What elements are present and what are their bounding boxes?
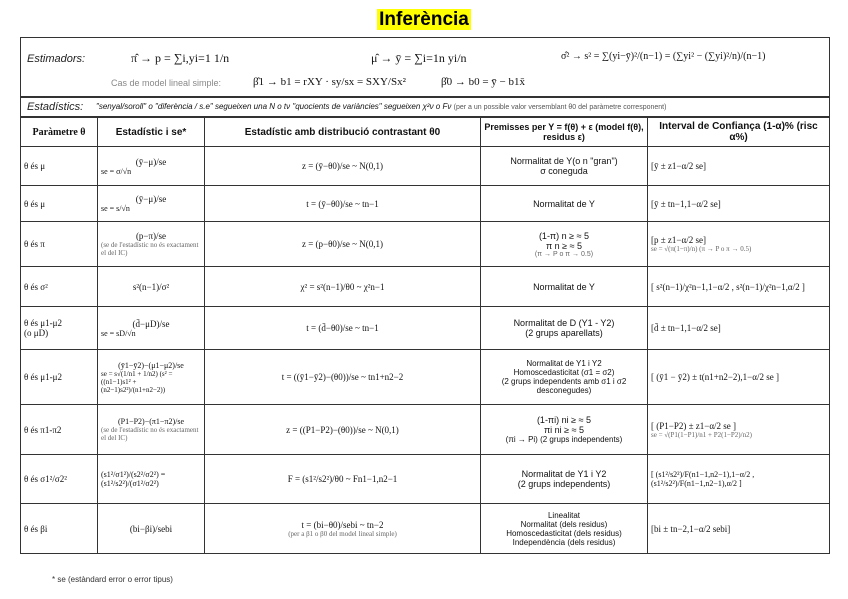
premises-cell: Normalitat de Y(o n "gran") σ coneguda: [481, 147, 648, 186]
table-row: [21, 267, 830, 307]
premises-cell: Normalitat de Y: [481, 186, 648, 222]
estimator-sigma: σ̂² → s² = ∑(yi−ȳ)²/(n−1) = (∑yi² − (∑yi)²/n)/(n−1): [561, 51, 766, 62]
premises-cell: Normalitat de Y: [481, 267, 648, 307]
param-cell: θ és μ1-μ2: [21, 350, 98, 405]
estimator-pi: π̂ → p = ∑i,yi=1 1/n: [131, 51, 230, 65]
table-row: [21, 504, 830, 554]
estimators-label: Estimadors:: [27, 53, 86, 65]
stat-cell: (d̄−μD)/se se = sD/√n: [98, 307, 205, 350]
premises-cell: Normalitat de Y1 i Y2 (2 grups independents): [481, 455, 648, 504]
dist-cell: F = (s1²/s2²)/θ0 ~ Fn1−1,n2−1: [205, 455, 481, 504]
param-cell: θ és βi: [21, 504, 98, 554]
model-note: Cas de model lineal simple:: [111, 78, 222, 88]
ci-cell: [p ± z1−α/2 se] se = √(π(1−π)/n) (π → P o π → 0.5): [648, 222, 830, 267]
premises-cell: Linealitat Normalitat (dels residus) Homoscedasticitat (dels residus) Independència (dels residus): [481, 504, 648, 554]
ci-cell: [ (s1²/s2²)/F(n1−1,n2−1),1−α/2 , (s1²/s2²)/F(n1−1,n2−1),α/2 ]: [648, 455, 830, 504]
stat-cell: (ȳ1−ȳ2)−(μ1−μ2)/se se = s√(1/n1 + 1/n2) (s² = ((n1−1)s1² + (n2−1)s2²)/(n1+n2−2)): [98, 350, 205, 405]
premises-cell: (1-π) n ≥ ≈ 5 π n ≥ ≈ 5 (π → P o π → 0.5): [481, 222, 648, 267]
dist-cell: t = ((ȳ1−ȳ2)−(θ0))/se ~ tn1+n2−2: [205, 350, 481, 405]
table-header-row: [21, 118, 830, 147]
footnote: * se (estàndard error o error tipus): [52, 575, 173, 584]
param-cell: θ és σ²: [21, 267, 98, 307]
param-cell: θ és σ1²/σ2²: [21, 455, 98, 504]
dist-cell: t = (d̄−θ0)/se ~ tn−1: [205, 307, 481, 350]
dist-cell: t = (ȳ−θ0)/se ~ tn−1: [205, 186, 481, 222]
statistics-panel: [20, 97, 830, 117]
ci-cell: [d̄ ± tn−1,1−α/2 se]: [648, 307, 830, 350]
ci-cell: [ȳ ± tn−1,1−α/2 se]: [648, 186, 830, 222]
param-cell: θ és μ: [21, 186, 98, 222]
param-cell: θ és π1-π2: [21, 405, 98, 455]
stat-cell: s²(n−1)/σ²: [98, 267, 205, 307]
dist-cell: z = (p−θ0)/se ~ N(0,1): [205, 222, 481, 267]
ci-cell: [bi ± tn−2,1−α/2 sebi]: [648, 504, 830, 554]
inference-table: [20, 117, 830, 554]
stat-cell: (P1−P2)−(π1−π2)/se (se de l'estadístic no és exactament el del IC): [98, 405, 205, 455]
col-ci: Interval de Confiança (1-α)% (risc α%): [648, 118, 830, 147]
dist-cell: χ² = s²(n−1)/θ0 ~ χ²n−1: [205, 267, 481, 307]
statistics-text: "senyal/soroll" o "diferència / s.e" segueixen una N o tν "quocients de variàncies" segueixen χ²ν o Fν (per a un possible valor versemblant θ0 del paràmetre corresponent): [96, 102, 667, 111]
col-dist: Estadístic amb distribució contrastant θ0: [205, 118, 481, 147]
param-cell: θ és μ1-μ2 (o μD): [21, 307, 98, 350]
statistics-label: Estadístics:: [27, 101, 84, 113]
ci-cell: [ (ȳ1 − ȳ2) ± t(n1+n2−2),1−α/2 se ]: [648, 350, 830, 405]
stat-cell: (ȳ−μ)/se se = s/√n: [98, 186, 205, 222]
page-title: Inferència: [379, 9, 469, 30]
param-cell: θ és π: [21, 222, 98, 267]
table-row: [21, 350, 830, 405]
table-row: [21, 455, 830, 504]
premises-cell: (1-πi) ni ≥ ≈ 5 πi ni ≥ ≈ 5 (πi → Pi) (2 grups independents): [481, 405, 648, 455]
premises-cell: Normalitat de D (Y1 - Y2) (2 grups aparellats): [481, 307, 648, 350]
col-param: Paràmetre θ: [21, 118, 98, 147]
estimators-panel: [20, 37, 830, 97]
dist-cell: z = ((P1−P2)−(θ0))/se ~ N(0,1): [205, 405, 481, 455]
table-row: [21, 147, 830, 186]
col-stat-se: Estadístic i se*: [98, 118, 205, 147]
stat-cell: (s1²/σ1²)/(s2²/σ2²) = (s1²/s2²)/(σ1²/σ2²): [98, 455, 205, 504]
table-row: [21, 222, 830, 267]
premises-cell: Normalitat de Y1 i Y2 Homoscedasticitat (σ1 = σ2) (2 grups independents amb σ1 i σ2 desconegudes): [481, 350, 648, 405]
stat-cell: (ȳ−μ)/se se = σ/√n: [98, 147, 205, 186]
stat-cell: (bi−βi)/sebi: [98, 504, 205, 554]
dist-cell: t = (bi−θ0)/sebi ~ tn−2 (per a β1 o β0 del model lineal simple): [205, 504, 481, 554]
estimator-beta0: β̂0 → b0 = ȳ − b1x̄: [441, 76, 526, 88]
table-row: [21, 307, 830, 350]
estimator-beta1: β̂1 → b1 = rXY · sy/sx = SXY/Sx²: [253, 76, 406, 88]
stat-cell: (p−π)/se (se de l'estadístic no és exactament el del IC): [98, 222, 205, 267]
ci-cell: [ȳ ± z1−α/2 se]: [648, 147, 830, 186]
ci-cell: [ s²(n−1)/χ²n−1,1−α/2 , s²(n−1)/χ²n−1,α/2 ]: [648, 267, 830, 307]
table-row: [21, 186, 830, 222]
table-row: [21, 405, 830, 455]
col-premises: Premisses per Y = f(θ) + ε (model f(θ), residus ε): [481, 118, 648, 147]
dist-cell: z = (ȳ−θ0)/se ~ N(0,1): [205, 147, 481, 186]
table-body: [21, 147, 830, 554]
ci-cell: [ (P1−P2) ± z1−α/2 se ] se = √(P1(1−P1)/n1 + P2(1−P2)/n2): [648, 405, 830, 455]
estimator-mu: μ̂ → ȳ = ∑i=1n yi/n: [371, 51, 467, 65]
param-cell: θ és μ: [21, 147, 98, 186]
